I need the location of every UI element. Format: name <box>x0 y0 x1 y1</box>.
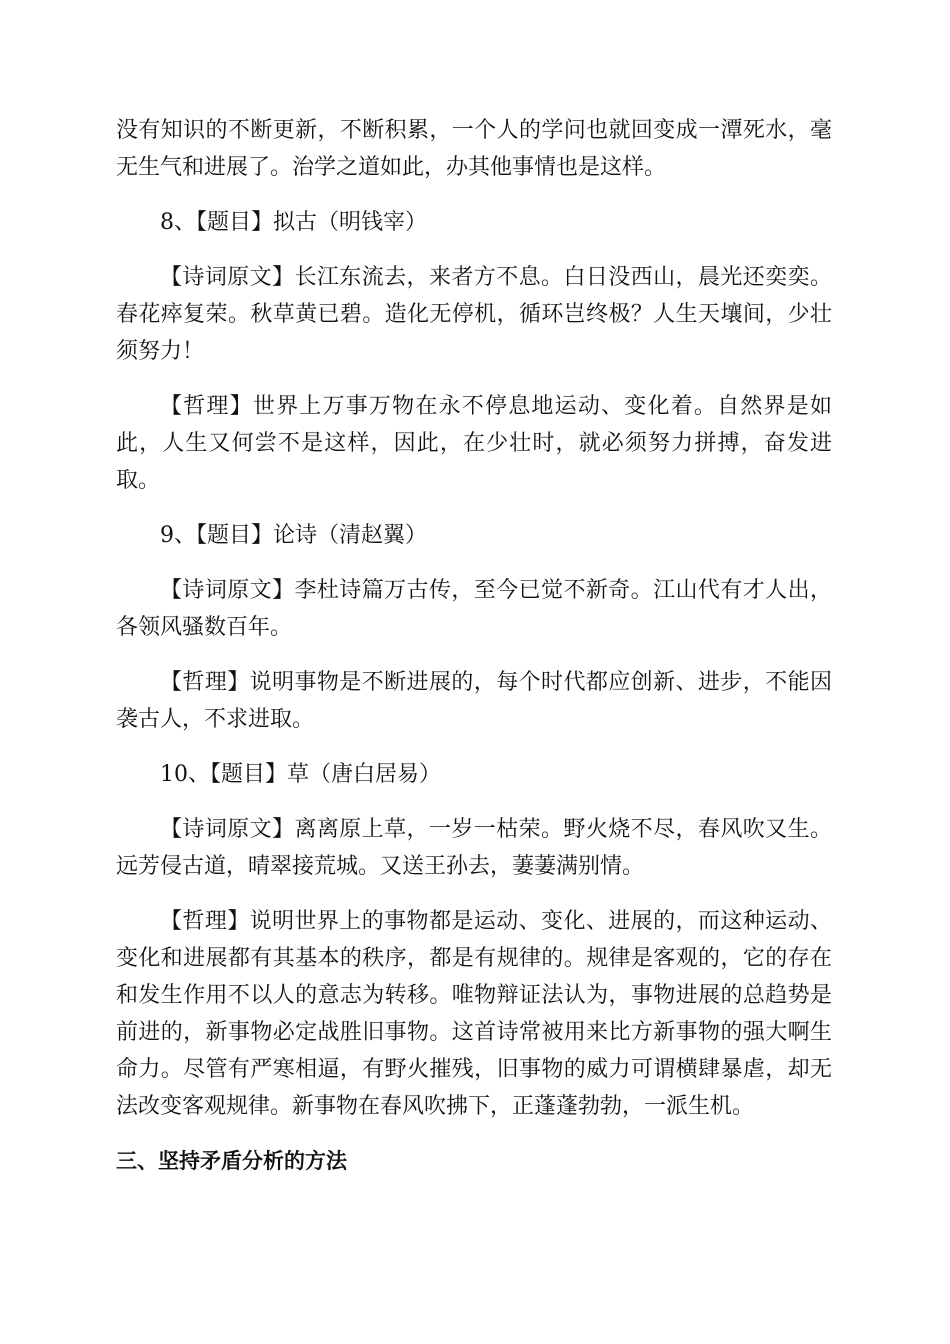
poem-text-9: 【诗词原文】李杜诗篇万古传，至今已觉不新奇。江山代有才人出，各领风骚数百年。 <box>116 578 832 640</box>
poem-text-10: 【诗词原文】离离原上草，一岁一枯荣。野火烧不尽，春风吹又生。远芳侵古道，晴翠接荒城。又送王孙去，萋萋满别情。 <box>116 817 832 879</box>
paragraph-continuation: 没有知识的不断更新，不断积累，一个人的学问也就回变成一潭死水，毫无生气和进展了。治学之道如此，办其他事情也是这样。 <box>116 118 832 180</box>
philosophy-9: 【哲理】说明事物是不断进展的，每个时代都应创新、进步，不能因袭古人，不求进取。 <box>116 670 832 732</box>
philosophy-8: 【哲理】世界上万事万物在永不停息地运动、变化着。自然界是如此，人生又何尝不是这样，因此，在少壮时，就必须努力拼搏，奋发进取。 <box>116 394 832 493</box>
document-body <box>116 112 832 1198</box>
poem-title-9: 9、【题目】论诗（清赵翼） <box>160 523 427 548</box>
section-heading: 三、坚持矛盾分析的方法 <box>116 1149 347 1173</box>
poem-text-8: 【诗词原文】长江东流去，来者方不息。白日没西山，晨光还奕奕。春花瘁复荣。秋草黄已碧。造化无停机，循环岂终极？人生天壤间，少壮须努力！ <box>116 265 832 364</box>
philosophy-10: 【哲理】说明世界上的事物都是运动、变化、进展的，而这种运动、变化和进展都有其基本的秩序，都是有规律的。规律是客观的，它的存在和发生作用不以人的意志为转移。唯物辩证法认为，事物进展的总趋势是前进的，新事物必定战胜旧事物。这首诗常被用来比方新事物的强大啊生命力。尽管有严寒相逼，有野火摧残，旧事物的威力可谓横肆暴虐，却无法改变客观规律。新事物在春风吹拂下，正蓬蓬勃勃，一派生机。 <box>116 909 832 1119</box>
poem-title-8: 8、【题目】拟古（明钱宰） <box>160 210 427 235</box>
poem-title-10: 10、【题目】草（唐白居易） <box>160 762 441 787</box>
